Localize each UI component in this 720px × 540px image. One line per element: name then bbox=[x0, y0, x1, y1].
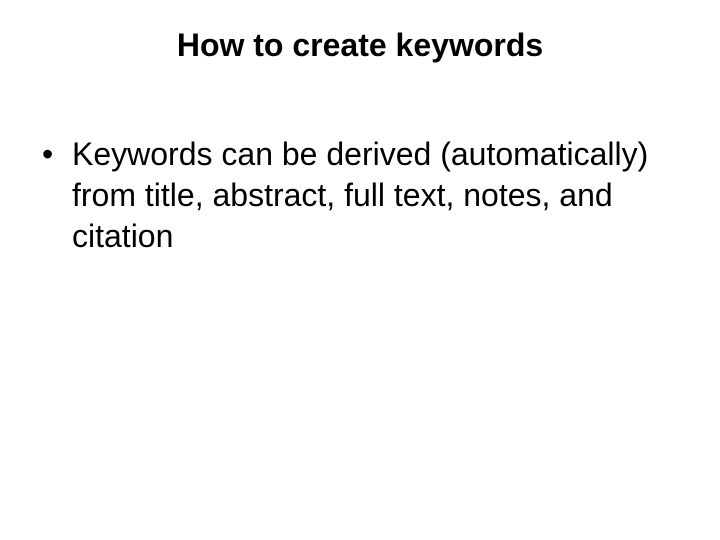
bullet-text: Keywords can be derived (automatically) from title, abstract, full text, notes, and citation bbox=[72, 136, 649, 254]
slide-title: How to create keywords bbox=[176, 27, 544, 63]
bullet-marker: • bbox=[42, 136, 54, 172]
bullet-list bbox=[42, 134, 682, 257]
bullet-item bbox=[42, 134, 682, 257]
